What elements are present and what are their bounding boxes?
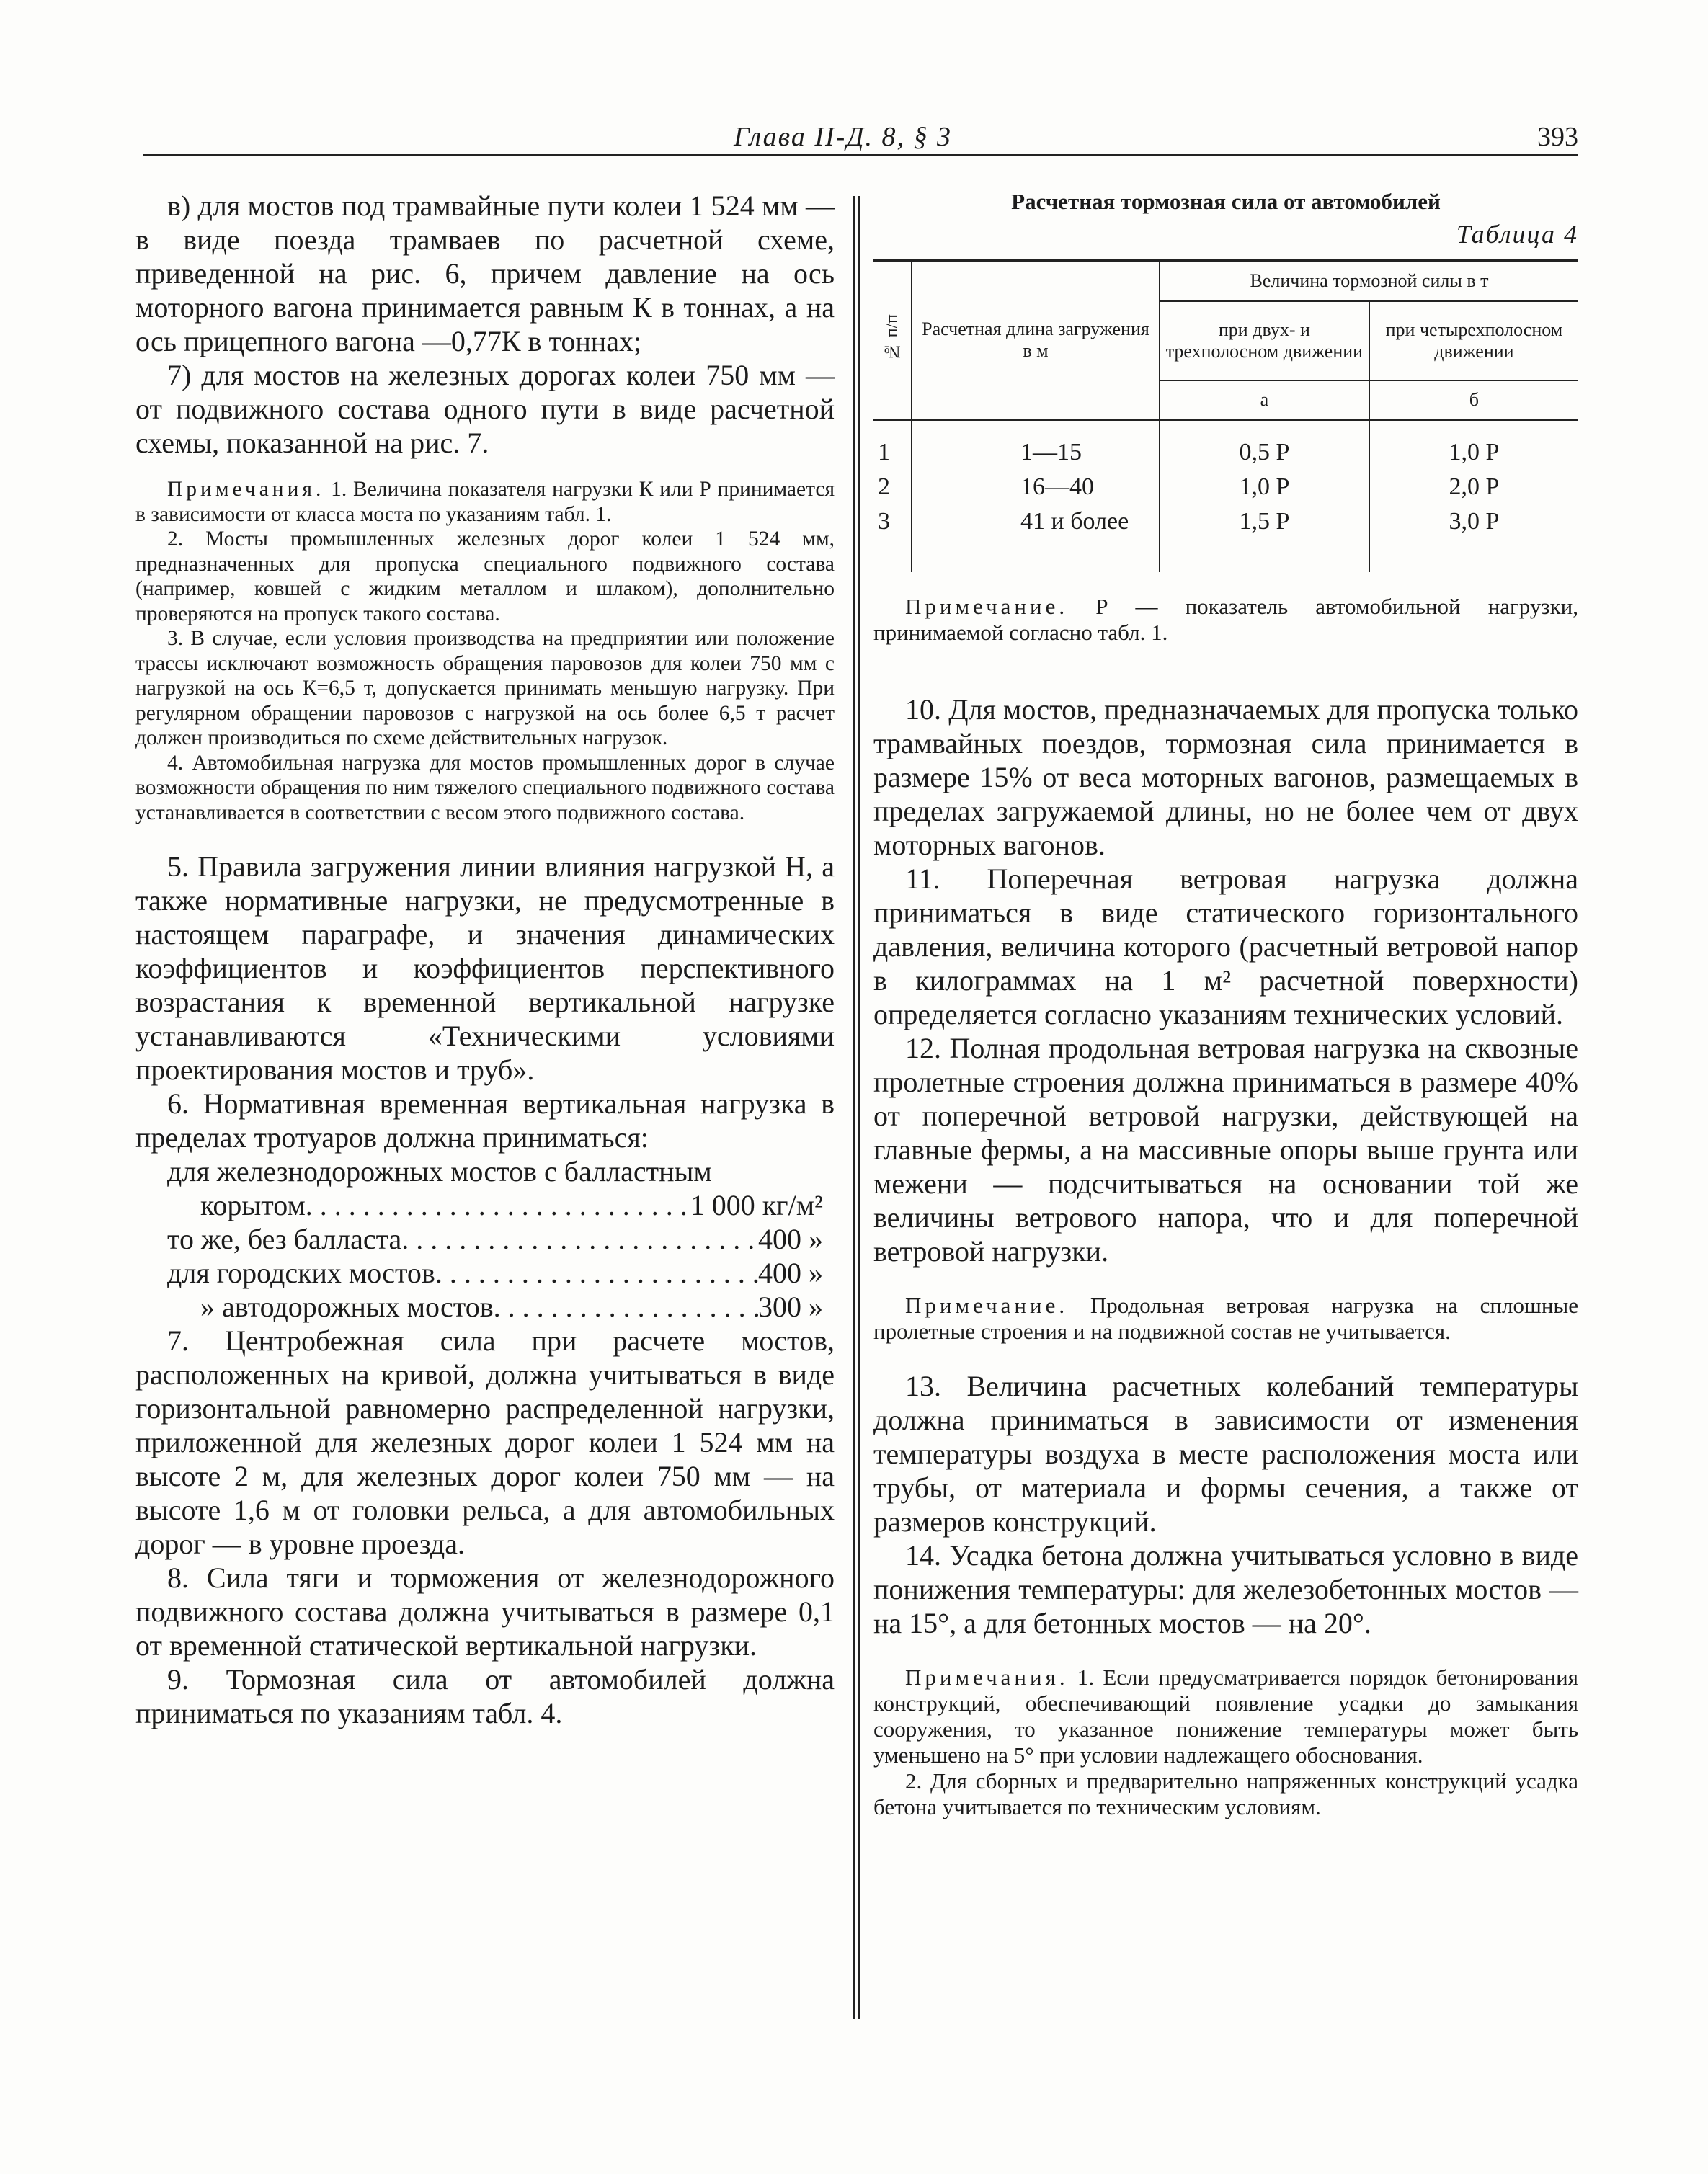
load-row: для городских мостов . . . 400 »	[167, 1256, 823, 1290]
note-2: 2. Мосты промышленных железных дорог колеи 1 524 мм, предназначенных для пропуска специального подвижного состава (например, ковшей с жидким металлом и шлаком), дополнительно проверяются на пропуск такого состава.	[135, 527, 835, 625]
note-3: 3. В случае, если условия производства на предприятии или положение трассы исключают возможность обращения паровозов для колеи 750 мм с нагрузкой на ось К=6,5 т, допускается принимать меньшую нагрузку. При регулярном обращении паровозов с нагрузкой на ось более 6,5 т расчет должен производиться по схеме действительных нагрузок.	[135, 627, 835, 749]
page-header	[143, 121, 1578, 153]
item-7-paragraph: 7) для мостов на железных дорогах колеи 750 мм — от подвижного состава одного пути в виде расчетной схемы, показанной на рис. 7.	[135, 359, 835, 459]
load-rows	[135, 1188, 835, 1324]
paragraph-12: 12. Полная продольная ветровая нагрузка на сквозные пролетные строения должна приниматься в размере 40% от поперечной ветровой нагрузки, действующей на главные фермы, а на массивные опоры выше грунта или межени — подсчитываться на основании той же величины ветрового напора, что и для поперечной ветровой нагрузки.	[873, 1032, 1578, 1268]
header-col-b: при четырехполосном движении	[1369, 301, 1578, 380]
running-title: Глава II-Д. 8, § 3	[734, 122, 953, 152]
note-1-text: 1. Величина показателя нагрузки К или Р принимается в зависимости от класса моста по указаниям табл. 1.	[135, 478, 835, 526]
letter-a: а	[1160, 380, 1369, 420]
paragraph-5: 5. Правила загружения линии влияния нагрузкой Н, а также нормативные нагрузки, не предусмотренные в настоящем параграфе, и значения динамических коэффициентов и коэффициентов перспективного возрастания к временной вертикальной нагрузке устанавливаются «Техническими условиями проектирования мостов и труб».	[135, 850, 835, 1086]
note-12: Примечание. Продольная ветровая нагрузка на сплошные пролетные строения и на подвижной состав не учитывается.	[873, 1293, 1579, 1344]
paragraph-14: 14. Усадка бетона должна учитываться условно в виде понижения температуры: для железобетонных мостов — на 15°, а для бетонных мостов — на 20°.	[873, 1539, 1578, 1639]
note-14-2: 2. Для сборных и предварительно напряженных конструкций усадка бетона учитывается по техническим условиям.	[873, 1768, 1578, 1819]
left-column	[135, 189, 835, 1730]
paragraph-10: 10. Для мостов, предназначаемых для пропуска только трамвайных поездов, тормозная сила принимается в размере 15% от веса моторных вагонов, размещаемых в пределах загружаемой длины, но не более чем от двух моторных вагонов.	[873, 693, 1578, 861]
header-rule	[143, 154, 1578, 156]
table-row: 3 41 и более 1,5 Р 3,0 Р	[873, 504, 1578, 572]
paragraph-9: 9. Тормозная сила от автомобилей должна приниматься по указаниям табл. 4.	[135, 1663, 835, 1729]
table-row: 2 16—40 1,0 Р 2,0 Р	[873, 470, 1578, 504]
paragraph-13: 13. Величина расчетных колебаний температуры должна приниматься в зависимости от изменения температуры воздуха в месте расположения моста или трубы, от материала и формы сечения, а также от размеров конструкций.	[873, 1370, 1578, 1538]
item-v-paragraph: в) для мостов под трамвайные пути колеи 1 524 мм — в виде поезда трамваев по расчетной схеме, приведенной на рис. 6, причем давление на ось моторного вагона принимается равным К в тоннах, а на ось прицепного вагона —0,77К в тоннах;	[135, 190, 835, 357]
table-title: Расчетная тормозная сила от автомобилей	[1011, 189, 1441, 214]
header-num: № п/п	[873, 261, 912, 420]
load-row: корытом . . . 1 000 кг/м²	[167, 1188, 823, 1222]
load-row: » автодорожных мостов . . . 300 »	[167, 1290, 823, 1324]
note-4: 4. Автомобильная нагрузка для мостов промышленных дорог в случае возможности обращения по ним тяжелого специального подвижного состава устанавливается в соответствии с весом этого подвижного состава.	[135, 751, 835, 824]
table-header-row	[873, 261, 1578, 302]
header-col-a: при двух- и трехполосном движении	[1160, 301, 1369, 380]
page-number: 393	[1537, 122, 1578, 152]
load-row: то же, без балласта . . . 400 »	[167, 1222, 823, 1256]
right-column	[873, 189, 1578, 1820]
braking-force-table	[873, 259, 1578, 572]
paragraph-11: 11. Поперечная ветровая нагрузка должна приниматься в виде статического горизонтального давления, величина которого (расчетный ветровой напор в килограммах на 1 м² расчетной поверхности) определяется согласно указаниям технических условий.	[873, 863, 1578, 1030]
header-force: Величина тормозной силы в т	[1160, 261, 1578, 302]
paragraph-6-line-1: для железнодорожных мостов с балластным	[167, 1155, 712, 1188]
notes-heading: Примечания.	[167, 478, 325, 501]
notes-block	[135, 477, 835, 825]
note-14-1: Примечания. 1. Если предусматривается порядок бетонирования конструкций, обеспечивающий появление усадки до замыкания сооружения, то указанное понижение температуры может быть уменьшено на 5° при условии надлежащего обоснования.	[873, 1665, 1578, 1768]
paragraph-6: 6. Нормативная временная вертикальная нагрузка в пределах тротуаров должна приниматься:	[135, 1087, 835, 1154]
column-divider-right	[858, 196, 860, 2019]
column-divider-left	[853, 196, 855, 2019]
letter-b: б	[1369, 380, 1578, 420]
note-1	[135, 477, 835, 527]
table-label: Таблица 4	[1456, 220, 1578, 249]
paragraph-7: 7. Центробежная сила при расчете мостов, расположенных на кривой, должна учитываться в виде горизонтальной равномерно распределенной нагрузки, приложенной для железных дорог колеи 1 524 мм на высоте 2 м, для железных дорог колеи 750 мм — на высоте 1,6 м от головки рельса, а для автомобильных дорог — в уровне проезда.	[135, 1324, 835, 1560]
table-note: Примечание. Р — показатель автомобильной нагрузки, принимаемой согласно табл. 1.	[873, 594, 1579, 645]
paragraph-8: 8. Сила тяги и торможения от железнодорожного подвижного состава должна учитываться в размере 0,1 от временной статической вертикальной нагрузки.	[135, 1562, 835, 1662]
table-row: 1 1—15 0,5 Р 1,0 Р	[873, 420, 1578, 471]
header-length: Расчетная длина загружения в м	[912, 261, 1160, 420]
